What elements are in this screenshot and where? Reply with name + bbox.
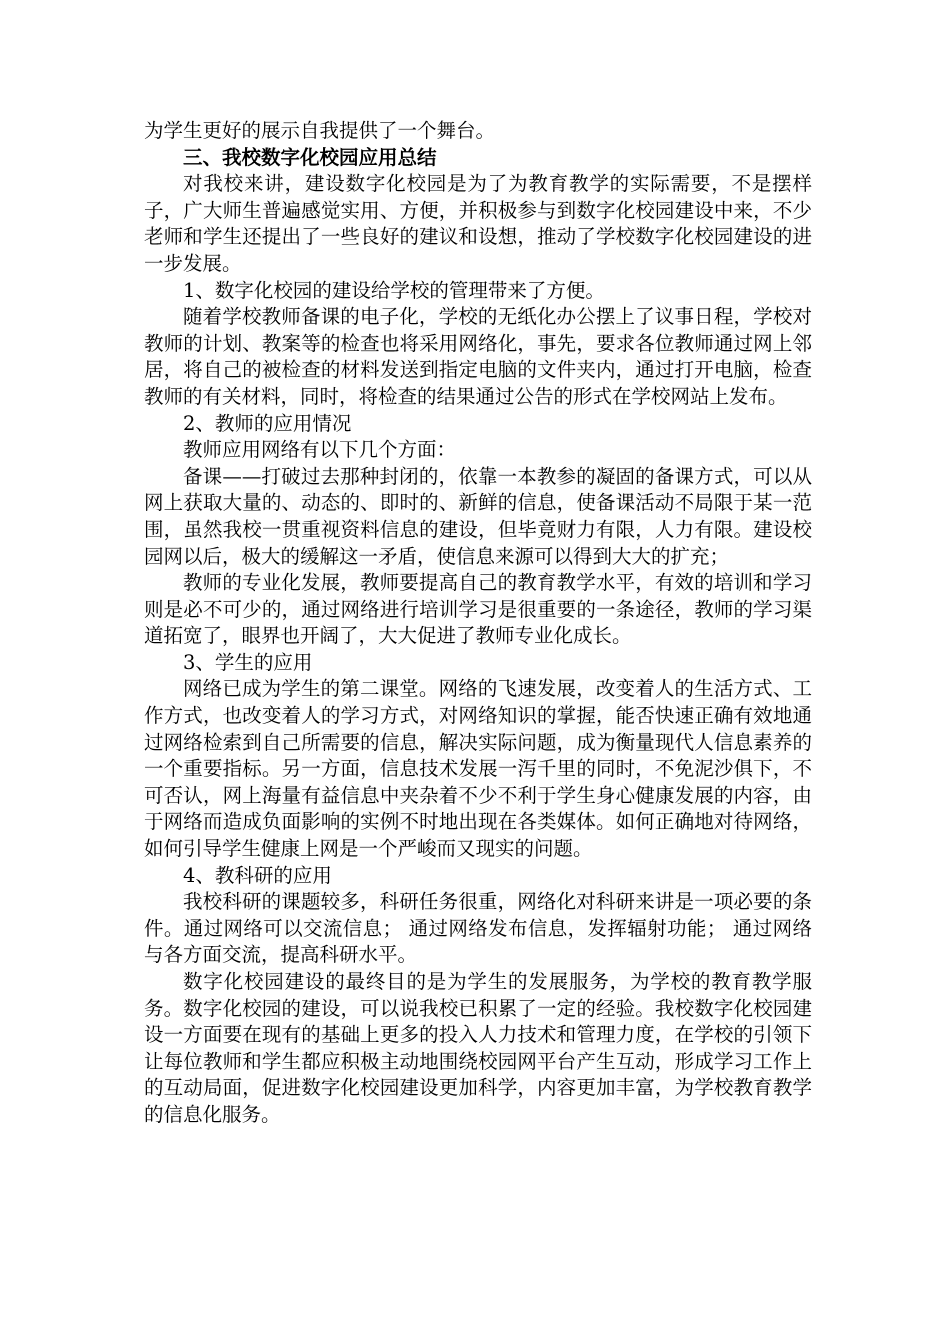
subsection-heading: 4、教科研的应用 — [183, 863, 332, 887]
paragraph: 对我校来讲，建设数字化校园是为了为教育教学的实际需要，不是摆样子，广大师生普遍感觉实用、方便，并积极参与到数字化校园建设中来，不少老师和学生还提出了一些良好的建议和设想，推动了学校数字化校园建设的进一步发展。 — [144, 172, 812, 275]
paragraph: 网络已成为学生的第二课堂。网络的飞速发展，改变着人的生活方式、工作方式，也改变着人的学习方式，对网络知识的掌握，能否快速正确有效地通过网络检索到自己所需要的信息，解决实际问题，成为衡量现代人信息素养的一个重要指标。另一方面，信息技术发展一泻千里的同时，不免泥沙俱下，不可否认，网上海量有益信息中夹杂着不少不利于学生身心健康发展的内容，由于网络而造成负面影响的实例不时地出现在各类媒体。如何正确地对待网络，如何引导学生健康上网是一个严峻而又现实的问题。 — [144, 677, 812, 861]
subsection-heading: 1、数字化校园的建设给学校的管理带来了方便。 — [183, 278, 605, 302]
paragraph: 备课——打破过去那种封闭的，依靠一本教参的凝固的备课方式，可以从网上获取大量的、动态的、即时的、新鲜的信息，使备课活动不局限于某一范围，虽然我校一贯重视资料信息的建设，但毕竟财力有限，人力有限。建设校园网以后，极大的缓解这一矛盾，使信息来源可以得到大大的扩充； — [144, 464, 812, 568]
document-body — [144, 118, 812, 1129]
paragraph: 教师的专业化发展，教师要提高自己的教育教学水平，有效的培训和学习则是必不可少的，通过网络进行培训学习是很重要的一条途径，教师的学习渠道拓宽了，眼界也开阔了，大大促进了教师专业化成长。 — [144, 571, 812, 648]
subsection-heading: 2、教师的应用情况 — [183, 411, 352, 435]
paragraph: 随着学校教师备课的电子化，学校的无纸化办公摆上了议事日程，学校对教师的计划、教案等的检查也将采用网络化，事先，要求各位教师通过网上邻居，将自己的被检查的材料发送到指定电脑的文件夹内，通过打开电脑，检查教师的有关材料，同时，将检查的结果通过公告的形式在学校网站上发布。 — [144, 305, 812, 408]
paragraph: 我校科研的课题较多，科研任务很重，网络化对科研来讲是一项必要的条件。通过网络可以交流信息； 通过网络发布信息，发挥辐射功能； 通过网络与各方面交流，提高科研水平。 — [144, 890, 812, 967]
paragraph-continuation: 为学生更好的展示自我提供了一个舞台。 — [144, 119, 496, 142]
paragraph: 数字化校园建设的最终目的是为学生的发展服务，为学校的教育教学服务。数字化校园的建设，可以说我校已积累了一定的经验。我校数字化校园建设一方面要在现有的基础上更多的投入人力技术和管理力度，在学校的引领下让每位教师和学生都应积极主动地围绕校园网平台产生互动，形成学习工作上的互动局面，促进数字化校园建设更加科学，内容更加丰富，为学校教育教学的信息化服务。 — [144, 970, 812, 1126]
subsection-heading: 3、学生的应用 — [183, 650, 313, 674]
section-heading: 三、我校数字化校园应用总结 — [183, 145, 437, 169]
paragraph: 教师应用网络有以下几个方面： — [183, 438, 457, 462]
